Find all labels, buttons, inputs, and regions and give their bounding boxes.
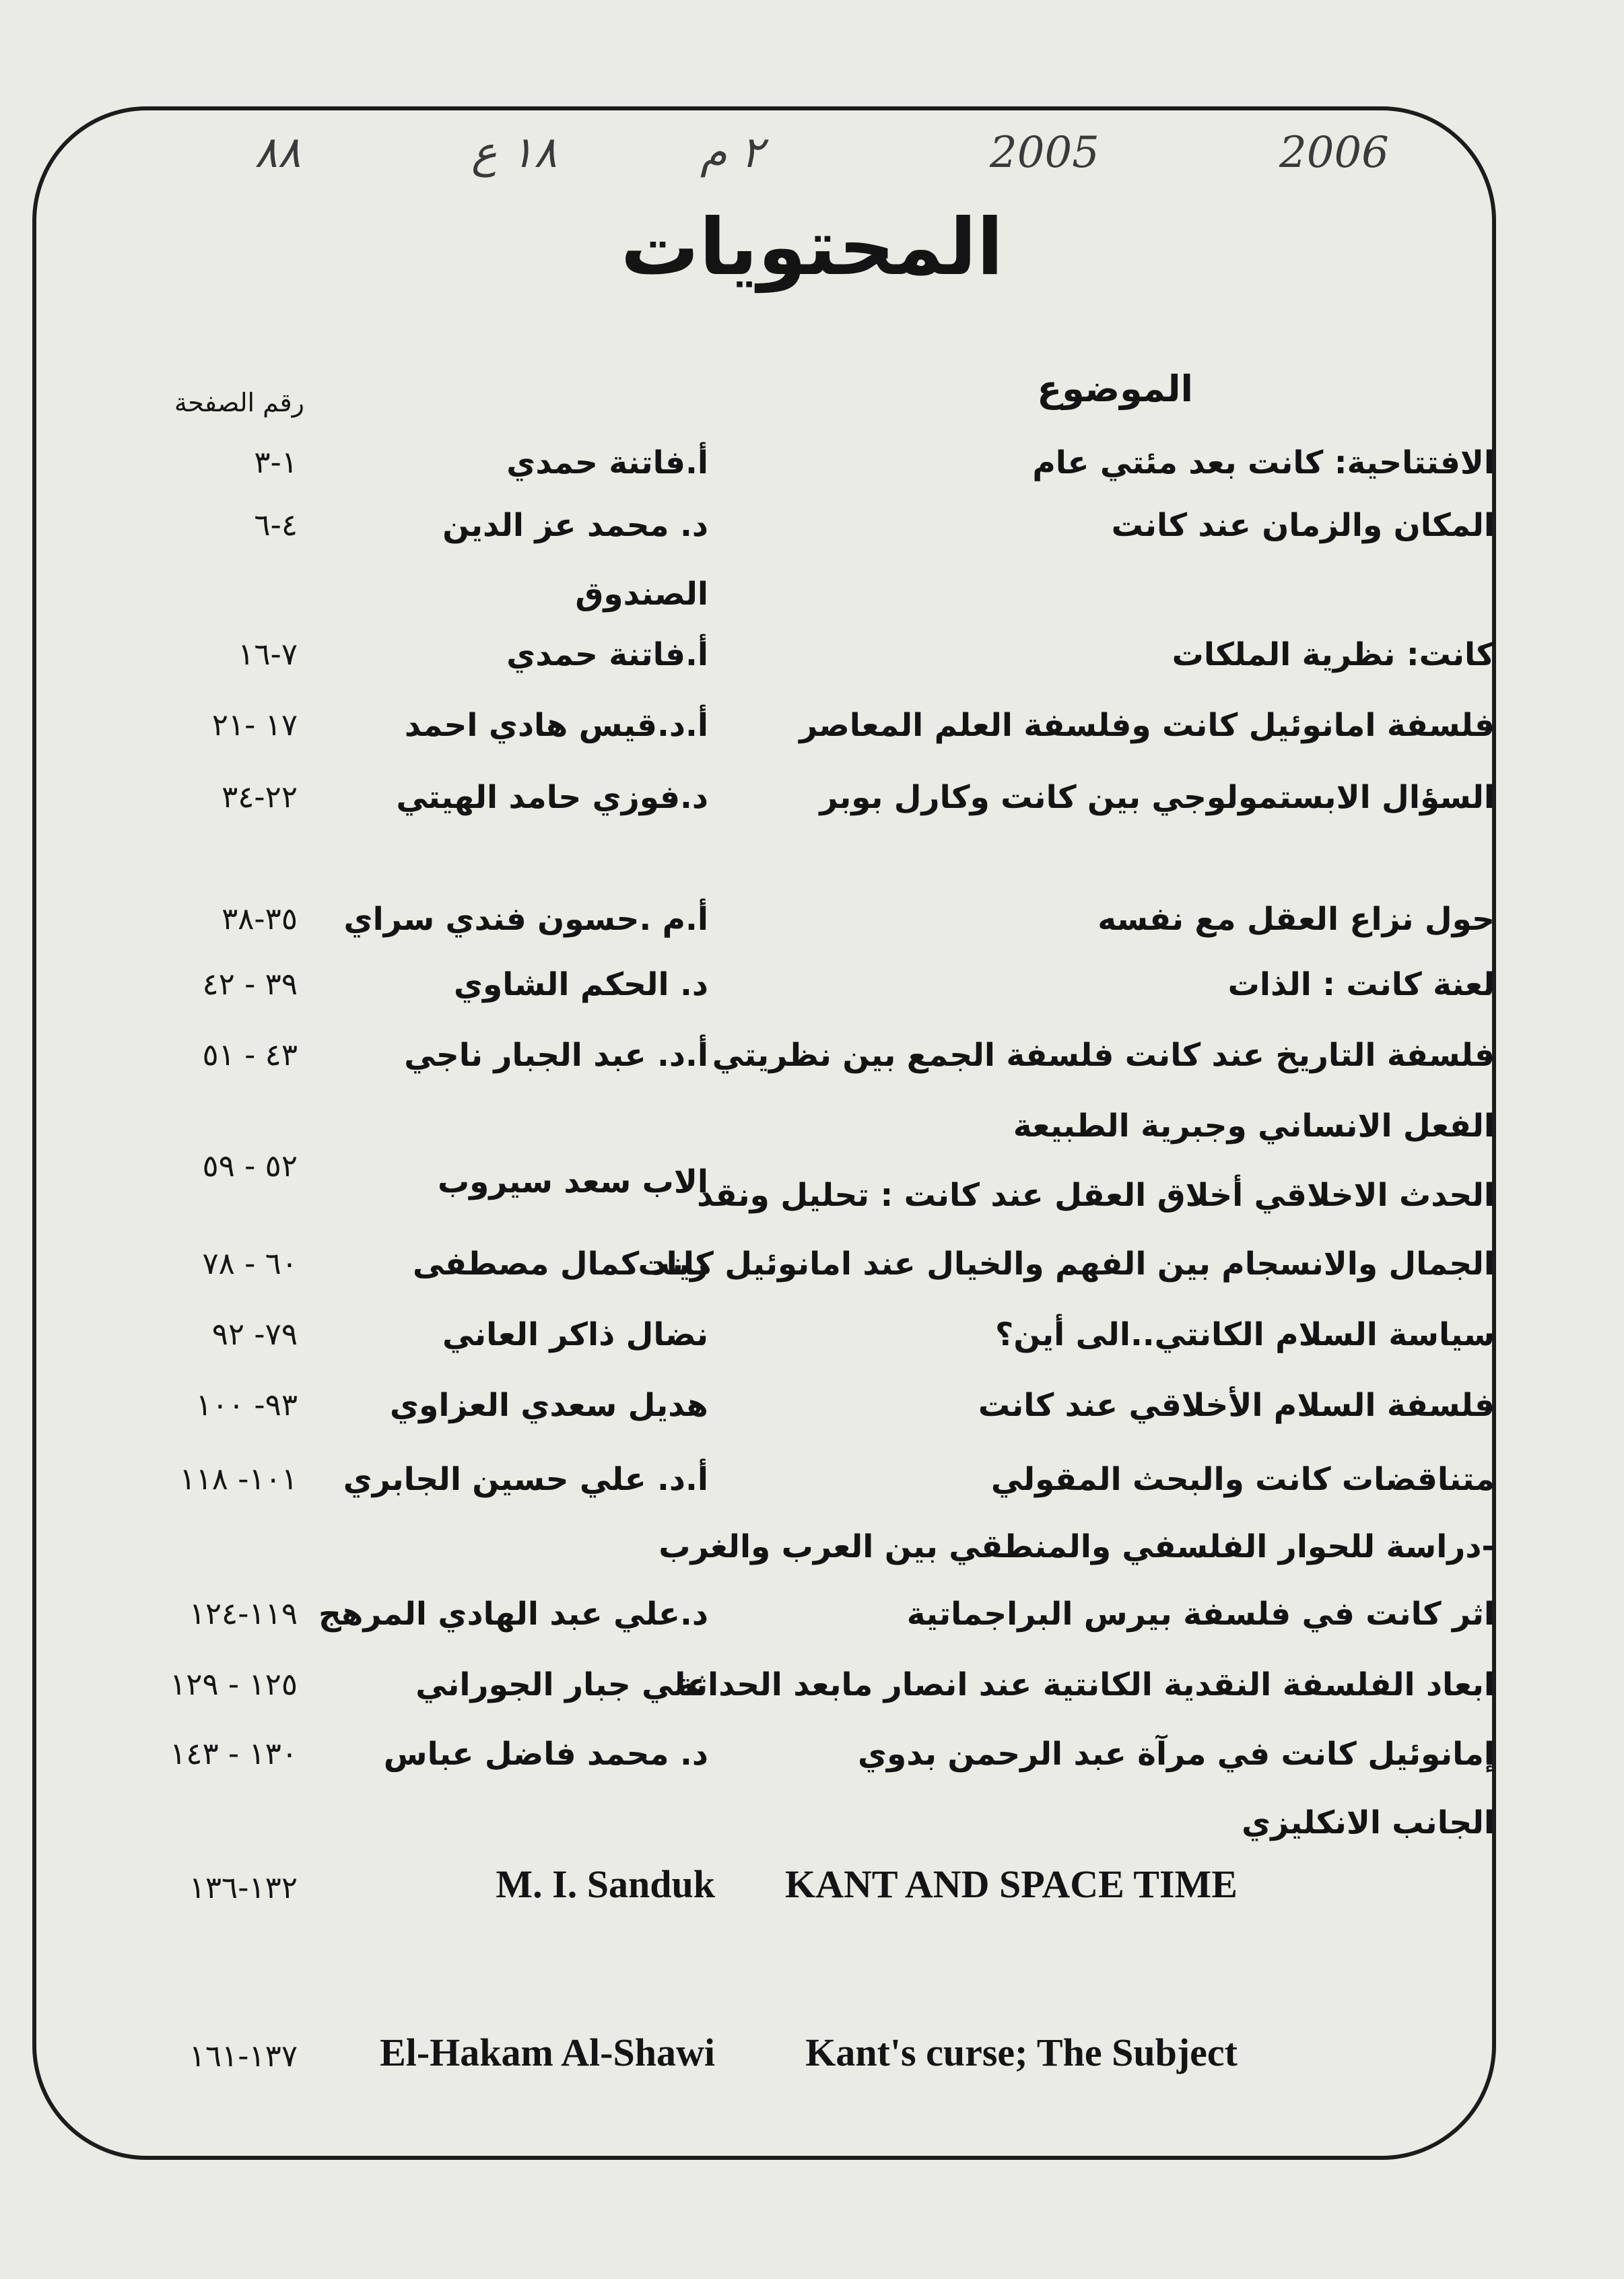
- entry-pages: ١٧ -٢١: [211, 707, 298, 743]
- entry-pages: ٢٢-٣٤: [222, 779, 298, 815]
- entry-title: المكان والزمان عند كانت: [1111, 507, 1495, 544]
- entry-title: ابعاد الفلسفة النقدية الكانتية عند انصار مابعد الحداثة: [676, 1666, 1495, 1703]
- entry-pages: ١٠١- ١١٨: [179, 1461, 298, 1497]
- entry-author: أ.فاتنة حمدي: [506, 636, 708, 673]
- entry-author: د. محمد عز الدين: [442, 507, 708, 544]
- entry-author: علي جبار الجوراني: [415, 1666, 708, 1703]
- entry-pages: ١٣٢-١٣٦: [189, 1870, 298, 1905]
- entry-author: نضال ذاكر العاني: [442, 1316, 708, 1353]
- entry-pages: ١٢٥ - ١٢٩: [170, 1666, 298, 1702]
- entry-author: د. الحكم الشاوي: [453, 966, 708, 1003]
- page-title: المحتويات: [620, 202, 1004, 293]
- entry-title: Kant's curse; The Subject: [805, 2031, 1238, 2074]
- entry-title: فلسفة السلام الأخلاقي عند كانت: [978, 1387, 1495, 1424]
- entry-title: -دراسة للحوار الفلسفي والمنطقي بين العرب والغرب: [658, 1528, 1495, 1565]
- entry-pages: ٤٣ - ٥١: [202, 1037, 298, 1073]
- entry-pages: ١-٣: [254, 444, 298, 480]
- entry-pages: ٧٩- ٩٢: [211, 1316, 298, 1352]
- entry-pages: ١٣٠ - ١٤٣: [170, 1736, 298, 1771]
- topic-column-header: الموضوع: [1037, 368, 1193, 410]
- entry-title: إمانوئيل كانت في مرآة عبد الرحمن بدوي: [857, 1736, 1495, 1773]
- page-column-header: رقم الصفحة: [174, 388, 304, 417]
- handwritten-note-1: ٨٨: [255, 128, 301, 178]
- entry-author: أ.د. عبد الجبار ناجي: [404, 1037, 708, 1074]
- entry-title: متناقضات كانت والبحث المقولي: [990, 1461, 1495, 1498]
- entry-pages: ٩٣- ١٠٠: [195, 1387, 298, 1423]
- entry-title: فلسفة امانوئيل كانت وفلسفة العلم المعاصر: [799, 707, 1495, 744]
- entry-author: زياد كمال مصطفى: [412, 1246, 708, 1283]
- entry-title: الجمال والانسجام بين الفهم والخيال عند امانوئيل كانت: [638, 1246, 1495, 1283]
- entry-pages: ١١٩-١٢٤: [189, 1596, 298, 1631]
- entry-author: أ.د.قيس هادي احمد: [404, 707, 708, 744]
- entry-title: الافتتاحية: كانت بعد مئتي عام: [1032, 444, 1495, 481]
- entry-pages: ٧-١٦: [238, 636, 298, 672]
- entry-title: الحدث الاخلاقي أخلاق العقل عند كانت : تحليل ونقد: [697, 1177, 1495, 1214]
- entry-author: أ.د. علي حسين الجابري: [343, 1461, 708, 1498]
- entry-pages: ٣٩ - ٤٢: [202, 966, 298, 1002]
- handwritten-note-5: 2006: [1279, 128, 1389, 178]
- entry-title: الفعل الانساني وجبرية الطبيعة: [1013, 1108, 1495, 1145]
- entry-pages: ٦٠ - ٧٨: [202, 1246, 298, 1281]
- entry-author: M. I. Sanduk: [496, 1862, 715, 1906]
- handwritten-note-2: ١٨ ع: [471, 128, 557, 178]
- entry-title: كانت: نظرية الملكات: [1172, 636, 1495, 673]
- handwritten-note-4: 2005: [990, 128, 1099, 178]
- entry-author: الاب سعد سيروب: [437, 1163, 708, 1200]
- entry-author: أ.فاتنة حمدي: [506, 444, 708, 481]
- entry-title: سياسة السلام الكانتي..الى أين؟: [994, 1316, 1495, 1353]
- entry-title: فلسفة التاريخ عند كانت فلسفة الجمع بين نظريتي: [712, 1037, 1495, 1074]
- entry-title: حول نزاع العقل مع نفسه: [1097, 901, 1495, 938]
- entry-pages: ٣٥-٣٨: [222, 901, 298, 937]
- entry-title: الجانب الانكليزي: [1242, 1804, 1495, 1841]
- entry-title: السؤال الابستمولوجي بين كانت وكارل بوبر: [819, 779, 1495, 816]
- entry-author: د. محمد فاضل عباس: [383, 1736, 708, 1773]
- entry-author: الصندوق: [575, 576, 708, 613]
- entry-author: د.علي عبد الهادي المرهج: [318, 1596, 708, 1633]
- entry-author: El-Hakam Al-Shawi: [380, 2031, 715, 2074]
- entry-pages: ٥٢ - ٥٩: [202, 1148, 298, 1184]
- entry-author: أ.م .حسون فندي سراي: [343, 901, 708, 938]
- entry-title: لعنة كانت : الذات: [1227, 966, 1495, 1003]
- entry-author: د.فوزي حامد الهيتي: [396, 779, 708, 816]
- entry-pages: ١٣٧-١٦١: [189, 2038, 298, 2074]
- entry-title: اثر كانت في فلسفة بيرس البراجماتية: [906, 1596, 1495, 1633]
- entry-title: KANT AND SPACE TIME: [785, 1862, 1238, 1906]
- entry-author: هديل سعدي العزاوي: [390, 1387, 708, 1424]
- entry-pages: ٤-٦: [254, 507, 298, 543]
- handwritten-note-3: ٢ م: [700, 128, 764, 178]
